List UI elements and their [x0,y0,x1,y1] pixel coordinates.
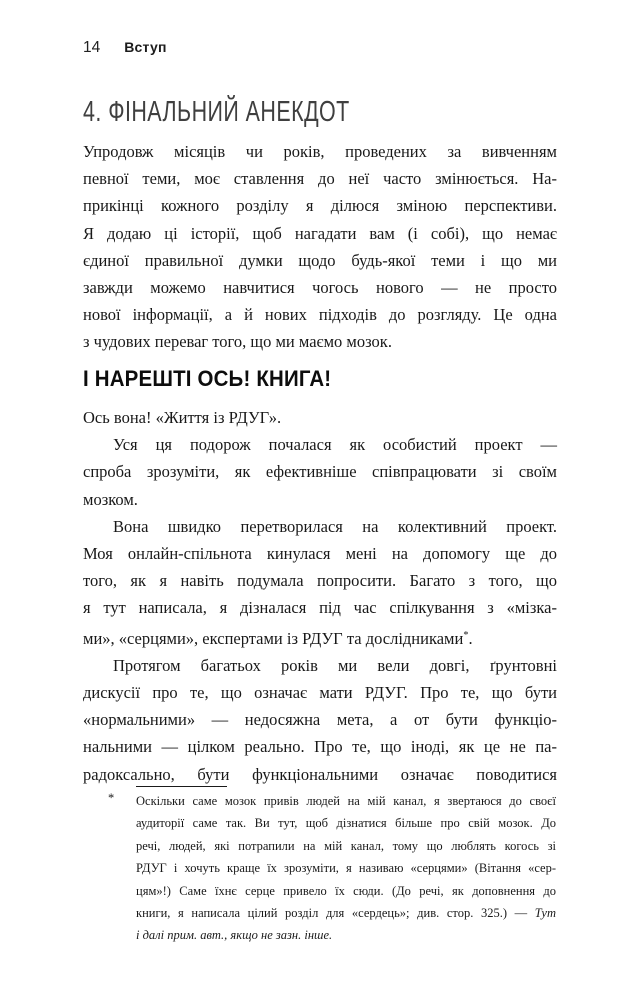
running-head-title: Вступ [124,39,167,55]
section-heading-book: І НАРЕШТІ ОСЬ! КНИГА! [83,366,332,391]
footnote-divider [136,786,227,787]
text-line: дискусії про те, що означає мати РДУГ. Про те, що бути [83,683,557,703]
text-line: цям»!) Саме їхнє серце привело їх сюди. (До речі, як доповнення до [136,883,556,898]
text-line: єдиної правильної думки щодо будь-якої теми і що ми [83,250,557,270]
text-line: нальними — цілком реально. Про те, що іноді, як це не па- [83,737,557,757]
text-line: мозком. [83,489,138,509]
text-line: прикінці кожного розділу я ділюся зміною перспективи. [83,196,557,216]
italic-text: і далі прим. авт., якщо не зазн. інше. [136,928,333,943]
text-line: певної теми, моє ставлення до неї часто змінюється. На- [83,169,557,189]
text-line: того, як я навіть подумала попросити. Багато з того, що [83,571,557,591]
text-line: я тут написала, я дізналася під час спілкування з «мізка- [83,598,557,618]
text-line [136,924,556,946]
text-line: речі, людей, які потрапили на мій канал, тому що люблять когось зі [136,838,556,853]
italic-text: Тут [534,906,556,921]
text-line: спроба зрозуміти, як ефективніше співпрацювати зі своїм [83,462,557,482]
text-line: Я додаю ці історії, щоб нагадати вам (і собі), що немає [83,223,557,243]
text-line: Оскільки саме мозок привів людей на мій канал, я звертаюся до своєї [136,794,556,808]
text-line: РДУГ і хочуть краще їх зрозуміти, я називаю «серцями» (Вітання «сер- [136,861,556,876]
text-line: аудиторії саме так. Ви тут, щоб дізнатися більше про свій мозок. До [136,816,556,831]
text-line: Упродовж місяців чи років, проведених за вивченням [83,142,557,161]
footnote-reference-marker: * [463,629,469,641]
text-line: з чудових переваг того, що ми маємо мозок. [83,332,392,352]
chapter-section-heading: 4. ФІНАЛЬНИЙ АНЕКДОТ [83,96,350,128]
text-line: Протягом багатьох років ми вели довгі, ґрунтовні [113,655,557,675]
text-line: Ось вона! «Життя із РДУГ». [83,408,282,427]
text-line: «нормальними» — недосяжна мета, а от бути функціо- [83,710,557,730]
text-line: радоксально, бути функціональними означає поводитися [83,764,557,784]
page-number: 14 [83,39,101,56]
text-line: Уся ця подорож почалася як особистий проект — [113,435,557,455]
running-header [83,39,167,57]
text-line: Вона швидко перетворилася на колективний проект. [113,516,557,536]
paragraph-block-book [83,404,557,788]
text-line: нової інформації, а й нових підходів до розгляду. Це одна [83,305,557,325]
text-line: ми», «серцями», експертами із РДУГ та дослідниками*. [83,628,473,648]
text-line: завжди можемо навчитися чогось нового — не просто [83,278,557,298]
footnote-text [136,790,556,947]
paragraph-block-final-anecdote [83,138,557,356]
text-line: книги, я написала цілий розділ для «сердець»; див. стор. 325.) — Тут [136,906,556,921]
text-line: Моя онлайн-спільнота кинулася мені на допомогу ще до [83,544,557,564]
footnote-asterisk-marker: * [108,791,115,805]
footnote [83,790,557,947]
